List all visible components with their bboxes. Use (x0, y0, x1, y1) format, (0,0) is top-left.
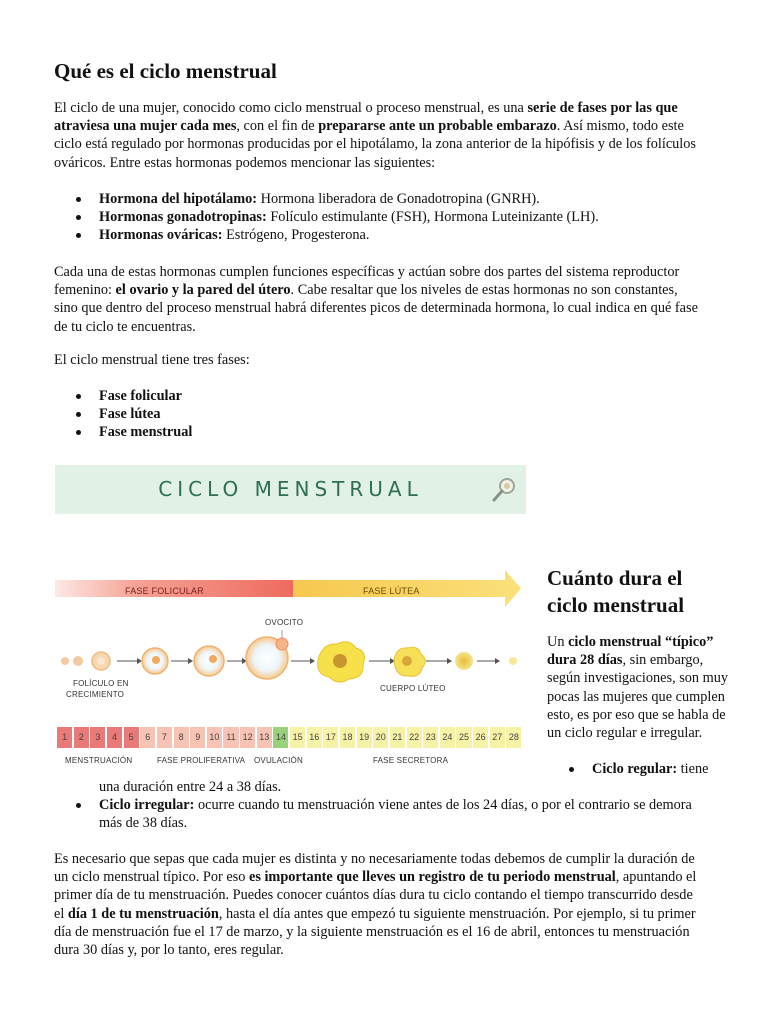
day-cell: 4 (107, 727, 122, 748)
day-cell: 20 (373, 727, 388, 748)
day-cell: 26 (473, 727, 488, 748)
day-cell: 18 (340, 727, 355, 748)
corpus-luteum-label: CUERPO LÚTEO (380, 684, 446, 693)
secretory-label: FASE SECRETORA (373, 756, 449, 765)
day-cell: 5 (124, 727, 139, 748)
intro-text: . Así mismo, todo este (556, 118, 684, 135)
intro-bold: serie de fases por las que (527, 100, 678, 116)
day-cell: 12 (240, 727, 255, 748)
duration-paragraph: Un ciclo menstrual “típico” dura 28 días, sin embargo, según investigaciones, son muy pocas las mujeres que cumplen esto, es por eso que se habla de un ciclo regular e irregular. (547, 634, 729, 742)
ovulation-label: OVULACIÓN (254, 756, 303, 765)
day-cell: 24 (440, 727, 455, 748)
day-cell: 27 (490, 727, 505, 748)
ovocito-label: OVOCITO (265, 618, 304, 627)
final-paragraph: Es necesario que sepas que cada mujer es distinta y no necesariamente todas debemos de cumplir la duración de un ciclo menstrual típico. Por eso es importante que lleves un registro de tu periodo menstrual, apuntando el primer día de tu menstruación. Puedes conocer cuántos días dura tu ciclo contando el tiempo transcurrido desde el día 1 de tu menstruación, hasta el día antes que empezó tu siguiente menstruación. Por ejemplo, si tu primer día de menstruación fue el 17 de marzo, y la siguiente menstruación es el 16 de abril, entonces tu menstruación dura 30 días y, por lo tanto, eres regular. (54, 851, 697, 959)
intro-text: El ciclo de una mujer, conocido como ciclo menstrual o proceso menstrual, es una (54, 100, 528, 116)
day-cell: 28 (506, 727, 521, 748)
menstruation-label: MENSTRUACIÓN (65, 756, 133, 765)
list-item: Hormona del hipotálamo: Hormona liberadora de Gonadotropina (GNRH). (54, 190, 754, 208)
phases-list (54, 387, 454, 442)
cycle-banner (55, 465, 526, 514)
day-cell: 23 (423, 727, 438, 748)
day-cell: 17 (323, 727, 338, 748)
follicle-label: FOLÍCULO EN (73, 679, 129, 688)
day-scale (57, 727, 523, 748)
day-cell: 10 (207, 727, 222, 748)
banner-title: CICLO MENSTRUAL (158, 477, 423, 501)
day-cell: 8 (174, 727, 189, 748)
phases-intro: El ciclo menstrual tiene tres fases: (54, 352, 250, 368)
list-item: Fase folicular (54, 387, 454, 405)
regular-continuation: una duración entre 24 a 38 días. (99, 779, 282, 795)
day-cell: 1 (57, 727, 72, 748)
intro-paragraph (54, 99, 754, 172)
follicular-phase-label: FASE FOLICULAR (125, 586, 204, 596)
intro-text: ciclo está regulado por hormonas producidas por el hipotálamo, la zona anterior de la hipófisis y de los folículos (54, 136, 696, 153)
list-item: Ciclo irregular: ocurre cuando tu menstruación viene antes de los 24 días, o por el contrario se demora más de 38 días. (54, 796, 754, 832)
intro-bold: atraviesa una mujer cada mes (54, 118, 237, 135)
magnifier-icon (491, 475, 519, 505)
intro-text: , con el fin de (236, 118, 319, 135)
hormone-list (54, 190, 754, 245)
day-cell: 7 (157, 727, 172, 748)
list-item: Hormonas gonadotropinas: Folículo estimulante (FSH), Hormona Luteinizante (LH). (54, 208, 754, 226)
day-cell: 13 (257, 727, 272, 748)
day-cell: 16 (307, 727, 322, 748)
day-cell: 15 (290, 727, 305, 748)
intro-text: ováricos. Entre estas hormonas podemos mencionar las siguientes: (54, 154, 436, 171)
day-cell: 14 (273, 727, 288, 748)
page-title: Qué es el ciclo menstrual (54, 59, 277, 83)
regular-list (547, 760, 762, 778)
day-cell: 11 (223, 727, 238, 748)
irregular-list (54, 796, 754, 832)
day-cell: 2 (74, 727, 89, 748)
hormones-paragraph: Cada una de estas hormonas cumplen funciones específicas y actúan sobre dos partes del sistema reproductor femenino: el ovario y la pared del útero. Cabe resaltar que los niveles de estas hormonas no son constantes, sino que dentro del proceso menstrual habrá diferentes picos de determinada hormona, lo cual indica en qué fase de tu ciclo te encuentras. (54, 264, 698, 335)
list-item: Hormonas ováricas: Estrógeno, Progesterona. (54, 226, 754, 244)
list-item: Fase menstrual (54, 423, 454, 441)
duration-heading: Cuánto dura el ciclo menstrual (547, 566, 685, 617)
intro-bold: prepararse ante un probable embarazo (318, 118, 557, 135)
day-cell: 22 (407, 727, 422, 748)
cycle-diagram (55, 568, 525, 768)
day-cell: 6 (140, 727, 155, 748)
list-item: Fase lútea (54, 405, 454, 423)
luteal-phase-label: FASE LÚTEA (363, 586, 420, 596)
day-cell: 21 (390, 727, 405, 748)
day-cell: 3 (90, 727, 105, 748)
proliferative-label: FASE PROLIFERATIVA (157, 756, 246, 765)
list-item: Ciclo regular: tiene (547, 760, 762, 778)
day-cell: 19 (357, 727, 372, 748)
day-cell: 9 (190, 727, 205, 748)
day-cell: 25 (456, 727, 471, 748)
follicle-label-2: CRECIMIENTO (66, 690, 125, 699)
